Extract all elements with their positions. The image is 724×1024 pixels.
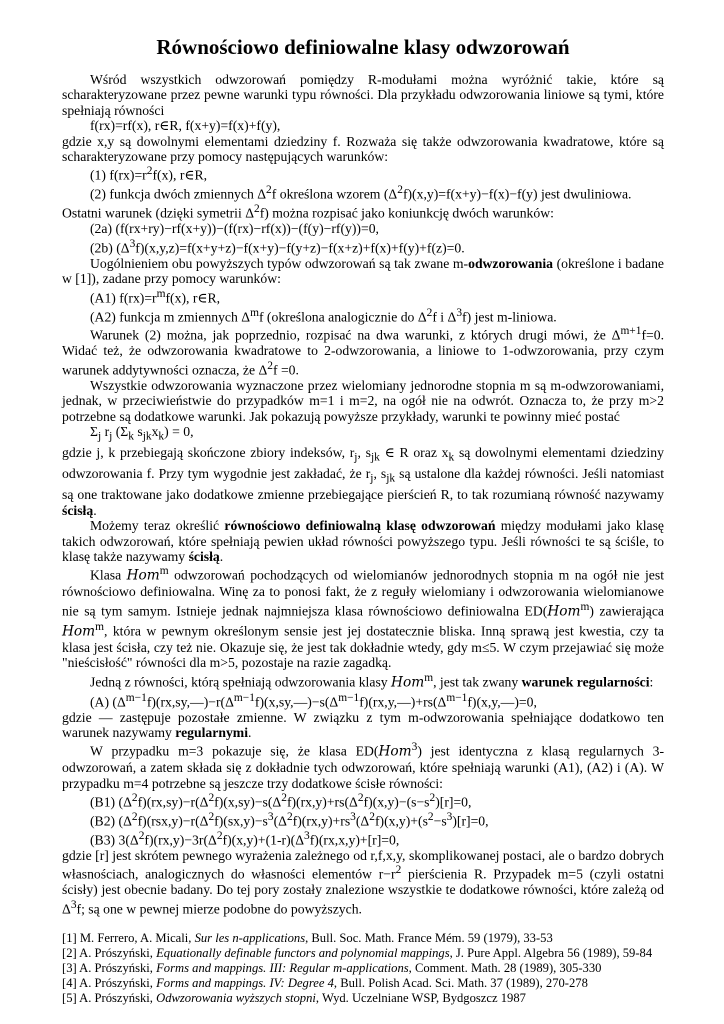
paragraph: Uogólnieniem obu powyższych typów odwzorowań są tak zwane m-odwzorowania (określone i badane w [1]), zadane przy pomocy warunków:: [62, 255, 664, 287]
reference-item: [2] A. Prószyński, Equationally definable functors and polynomial mappings, J. Pure Appl. Algebra 56 (1989), 59-84: [62, 945, 653, 960]
paragraph: gdzie j, k przebiegają skończone zbiory indeksów, $r_j$, $s_{jk}$ ∈ R oraz $x_k$ są dowolnymi elementami dziedziny odwzorowania f. Przy tym wygodnie jest zakładać, że $r_j$, $s_{jk}$ są ustalone dla każdej równości. Jeśli natomiast są one traktowane jako dodatkowe zmienne przebiegające pierścień R, to tak rozumianą równość nazywamy ścisłą.: [62, 445, 665, 518]
page-title: Równościowo definiowalne klasy odwzorowań: [156, 35, 570, 59]
article-body: [62, 72, 664, 917]
reference-item: [4] A. Prószyński, Forms and mappings. IV: Degree 4, Bull. Polish Acad. Sci. Math. 37 (1989), 270-278: [62, 975, 588, 990]
reference-item: [5] A. Prószyński, Odwzorowania wyższych stopni, Wyd. Uczelniane WSP, Bydgoszcz 1987: [62, 990, 526, 1005]
formula-line: (A) $(\Delta^{m-1}f)(rx,sy,—)-r(\Delta^{m-1}f)(x,sy,—)-s(\Delta^{m-1}f)(rx,y,—)+rs(\Delta^{m-1}f)(x,y,—)=0$,: [90, 691, 537, 710]
references: [62, 931, 664, 1006]
paragraph: Warunek (2) można, jak poprzednio, rozpisać na dwa warunki, z których drugi mówi, że $\Delta^{m+1}f=0$. Widać też, że odwzorowania kwadratowe to 2-odwzorowania, a liniowe to 1-odwzorowania, przy czym warunek addytywności oznacza, że $\Delta^2f =0$.: [62, 325, 664, 378]
formula-line: (2a) (f(rx+ry)−rf(x+y))−(f(rx)−rf(x))−(f(y)−rf(y))=0,: [90, 221, 379, 237]
formula-line: (B2) $(\Delta^2f)(rsx,y)-r(\Delta^2f)(sx,y)-s^3(\Delta^2f)(rx,y)+rs^3(\Delta^2f)(x,y)+(s^2-s^3)[r]=0$,: [90, 811, 489, 829]
formula-line: (A1) $f(rx)=r^mf(x)$, r∈R,: [90, 287, 221, 306]
paragraph: W przypadku m=3 pokazuje się, że klasa ED(Hom$^3$) jest identyczna z klasą regularnych 3-odwzorowań, a zatem składa się z dokładnie tych odwzorowań, które spełniają warunki (A1), (A2) i (A). W przypadku m=4 potrzebne są jeszcze trzy dodatkowe ścisłe równości:: [62, 741, 664, 791]
paragraph: Możemy teraz określić równościowo definiowalną klasę odwzorowań między modułami jako klasę takich odwzorowań, które spełniają pewien układ równości powyższego typu. Jeśli równości te są ściśle, to klasę także nazywamy ścisłą.: [62, 518, 665, 565]
formula-line: (B3) $3(\Delta^2f)(rx,y)-3r(\Delta^2f)(x,y)+(1-r)(\Delta^3f)(rx,x,y)+[r]=0$,: [90, 830, 400, 848]
formula-line: (A2) funkcja m zmiennych $\Delta^mf$ (określona analogicznie do $\Delta^2f$ i $\Delta^3f$) jest m-liniowa.: [90, 306, 557, 325]
paragraph: gdzie [r] jest skrótem pewnego wyrażenia zależnego od r,f,x,y, skomplikowanej postaci, ale o bardzo dobrych własnościach, analogicznych do własności elementów $r-r^2$ pierścienia R. Przypadek m=5 (czyli ostatni ścisły) jest obecnie badany. Do tej pory zostały znalezione wszystkie te dodatkowe równości, które zależą od $\Delta^3f$; są one w pewnej mierze podobne do powyższych.: [62, 848, 665, 917]
paragraph: Wśród wszystkich odwzorowań pomiędzy R-modułami można wyróżnić takie, które są scharakteryzowane przez pewne warunki typu równości. Dla przykładu odwzorowania liniowe są tymi, które spełniają równości: [62, 72, 664, 118]
formula-line: f(rx)=rf(x), r∈R, f(x+y)=f(x)+f(y),: [90, 118, 281, 134]
paragraph: Wszystkie odwzorowania wyznaczone przez wielomiany jednorodne stopnia m są m-odwzorowaniami, jednak, w przeciwieństwie do przypadków m=1 i m=2, na ogół nie na odwrót. Oznacza to, że przy m>2 potrzebne są dodatkowe warunki. Jak pokazują powyższe przykłady, warunki te powinny mieć postać: [62, 377, 664, 424]
paragraph: Ostatni warunek (dzięki symetrii $\Delta^2f$) można rozpisać jako koniunkcję dwóch warunków:: [62, 203, 554, 221]
formula-line: (2b) $(\Delta^3f)(x,y,z)=f(x+y+z)-f(x+y)-f(y+z)-f(x+z)+f(x)+f(y)+f(z)=0$.: [90, 237, 465, 256]
paragraph: gdzie — zastępuje pozostałe zmienne. W związku z tym m-odwzorowania spełniające dodatkowo ten warunek nazywamy regularnymi.: [62, 709, 664, 740]
formula-line: (2) funkcja dwóch zmiennych $\Delta^2f$ określona wzorem $(\Delta^2f)(x,y)=f(x+y)-f(x)-f(y)$ jest dwuliniowa.: [90, 184, 632, 202]
formula-line: (B1) $(\Delta^2f)(rx,sy)-r(\Delta^2f)(x,sy)-s(\Delta^2f)(rx,y)+rs(\Delta^2f)(x,y)-(s-s^2)[r]=0$,: [90, 792, 472, 810]
reference-item: [1] M. Ferrero, A. Micali, Sur les n-applications, Bull. Soc. Math. France Mém. 59 (1979), 33-53: [62, 930, 553, 945]
paragraph: gdzie x,y są dowolnymi elementami dziedziny f. Rozważa się także odwzorowania kwadratowe, które są scharakteryzowane przy pomocy następujących warunków:: [62, 133, 664, 165]
paragraph: Klasa Hom$^m$ odwzorowań pochodzących od wielomianów jednorodnych stopnia m na ogół nie jest równościowo definiowalna. Winę za to ponosi fakt, że z reguły wielomiany i odwzorowania wielomianowe nie są tym samym. Istnieje jednak najmniejsza klasa równościowo definiowalna ED(Hom$^m$) zawierająca Hom$^m$, która w pewnym określonym sensie jest jej dostatecznie bliska. Inną sprawą jest kwestia, czy ta klasa jest ścisła, czy też nie. Okazuje się, że jest tak dokładnie wtedy, gdy m≤5. W czym przejawiać się może "nieścisłość" równości dla m>5, pozostaje na razie zagadką.: [62, 565, 664, 671]
paragraph: Jedną z równości, którą spełniają odwzorowania klasy Hom$^m$, jest tak zwany warunek regularności:: [90, 671, 654, 691]
reference-item: [3] A. Prószyński, Forms and mappings. III: Regular m-applications, Comment. Math. 28 (1989), 305-330: [62, 960, 602, 975]
formula-line: (1) $f(rx)=r^2f(x)$, r∈R,: [90, 165, 208, 183]
formula-line: $\Sigma_j$ $r_j$ ($\Sigma_k$ $s_{jk}x_k) = 0$,: [90, 424, 194, 443]
